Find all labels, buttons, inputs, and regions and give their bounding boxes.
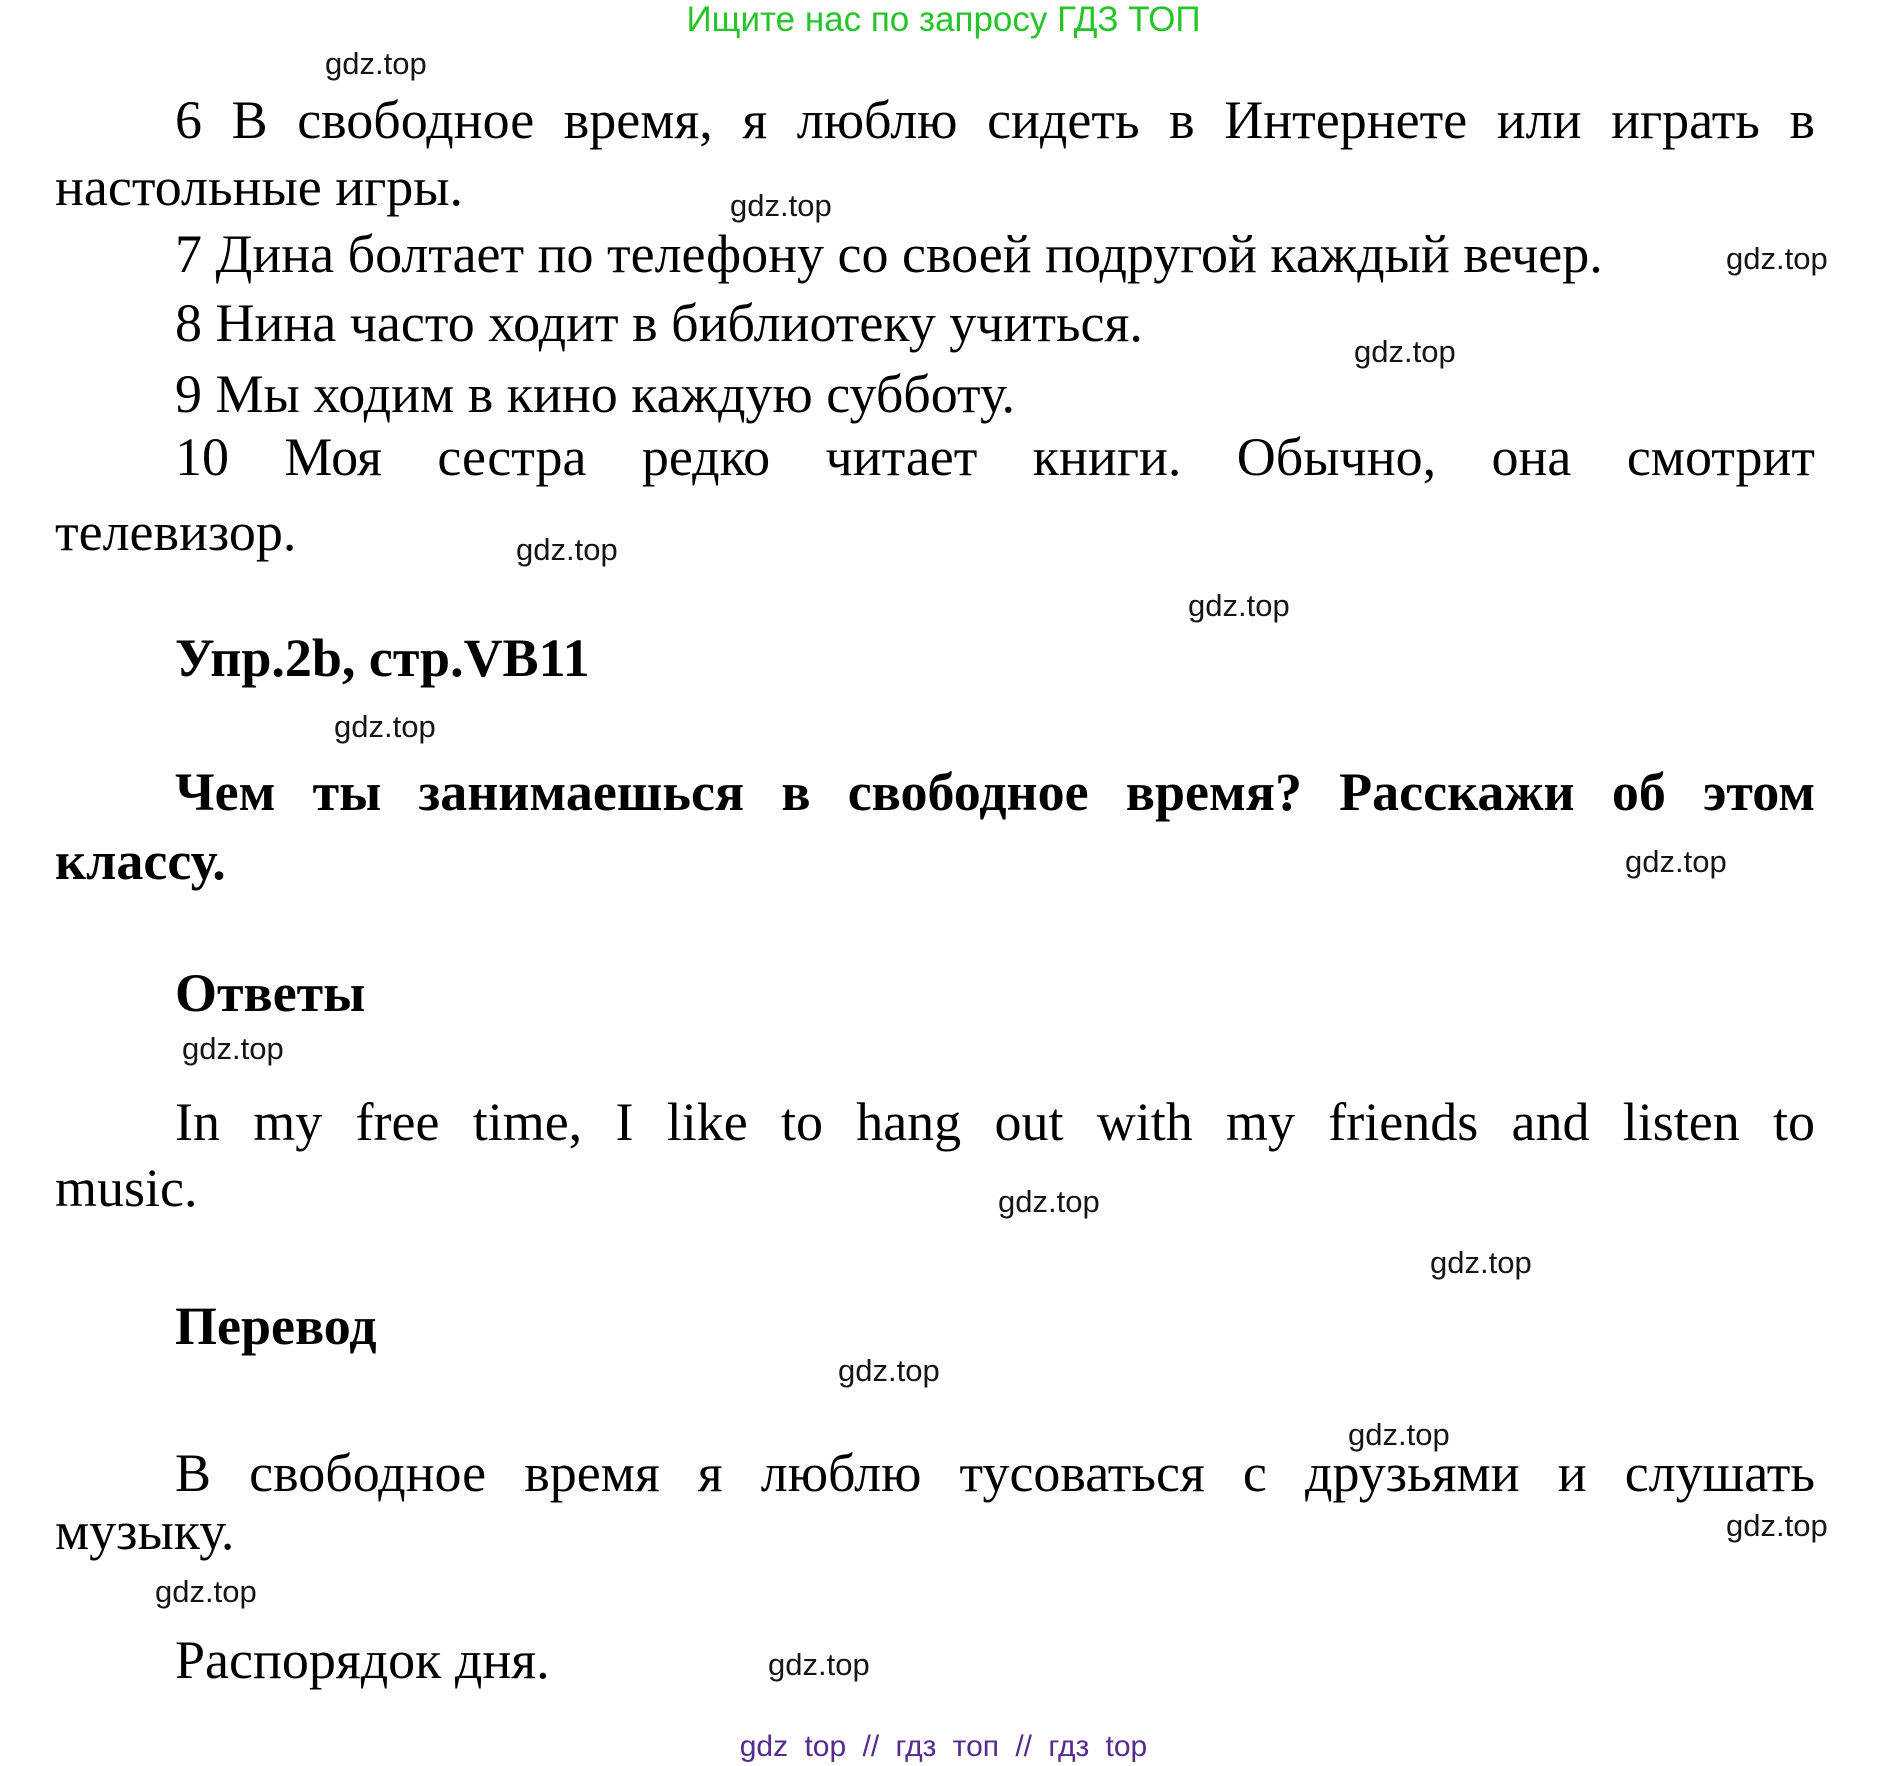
next-topic-title: Распорядок дня. [175,1630,550,1690]
watermark: gdz.top [334,709,436,744]
translation-ru-line-1: В свободное время я люблю тусоваться с друзьями и слушать [175,1443,1815,1503]
exercise-item-7: 7 Дина болтает по телефону со своей подругой каждый вечер. [175,224,1603,284]
task-text-line-1: Чем ты занимаешься в свободное время? Расскажи об этом [175,762,1815,822]
watermark: gdz.top [1726,1508,1828,1543]
answers-heading: Ответы [175,963,366,1023]
watermark: gdz.top [1625,844,1727,879]
exercise-item-6-line-2: настольные игры. [55,157,464,217]
exercise-item-10-line-1: 10 Моя сестра редко читает книги. Обычно, она смотрит [175,427,1815,487]
watermark: gdz.top [325,46,427,81]
watermark: gdz.top [1430,1245,1532,1280]
footer-links: gdz top // гдз топ // гдз top [739,1730,1148,1763]
translation-ru-line-2: музыку. [55,1501,235,1561]
watermark: gdz.top [1188,588,1290,623]
exercise-item-9: 9 Мы ходим в кино каждую субботу. [175,364,1016,424]
task-text-line-2: классу. [55,831,226,891]
answer-en-line-1: In my free time, I like to hang out with my friends and listen to [175,1092,1815,1152]
watermark: gdz.top [516,532,618,567]
exercise-item-6-line-1: 6 В свободное время, я люблю сидеть в Интернете или играть в [175,90,1815,150]
exercise-item-8: 8 Нина часто ходит в библиотеку учиться. [175,293,1143,353]
watermark: gdz.top [182,1031,284,1066]
watermark: gdz.top [838,1353,940,1388]
watermark: gdz.top [768,1647,870,1682]
watermark: gdz.top [1348,1417,1450,1452]
promo-banner: Ищите нас по запросу ГДЗ ТОП [686,0,1201,39]
exercise-heading: Упр.2b, стр.VB11 [175,628,590,688]
exercise-item-10-line-2: телевизор. [55,502,297,562]
watermark: gdz.top [1354,334,1456,369]
watermark: gdz.top [155,1574,257,1609]
watermark: gdz.top [730,188,832,223]
watermark: gdz.top [1726,241,1828,276]
answer-en-line-2: music. [55,1158,198,1218]
translation-heading: Перевод [175,1296,377,1356]
watermark: gdz.top [998,1184,1100,1219]
